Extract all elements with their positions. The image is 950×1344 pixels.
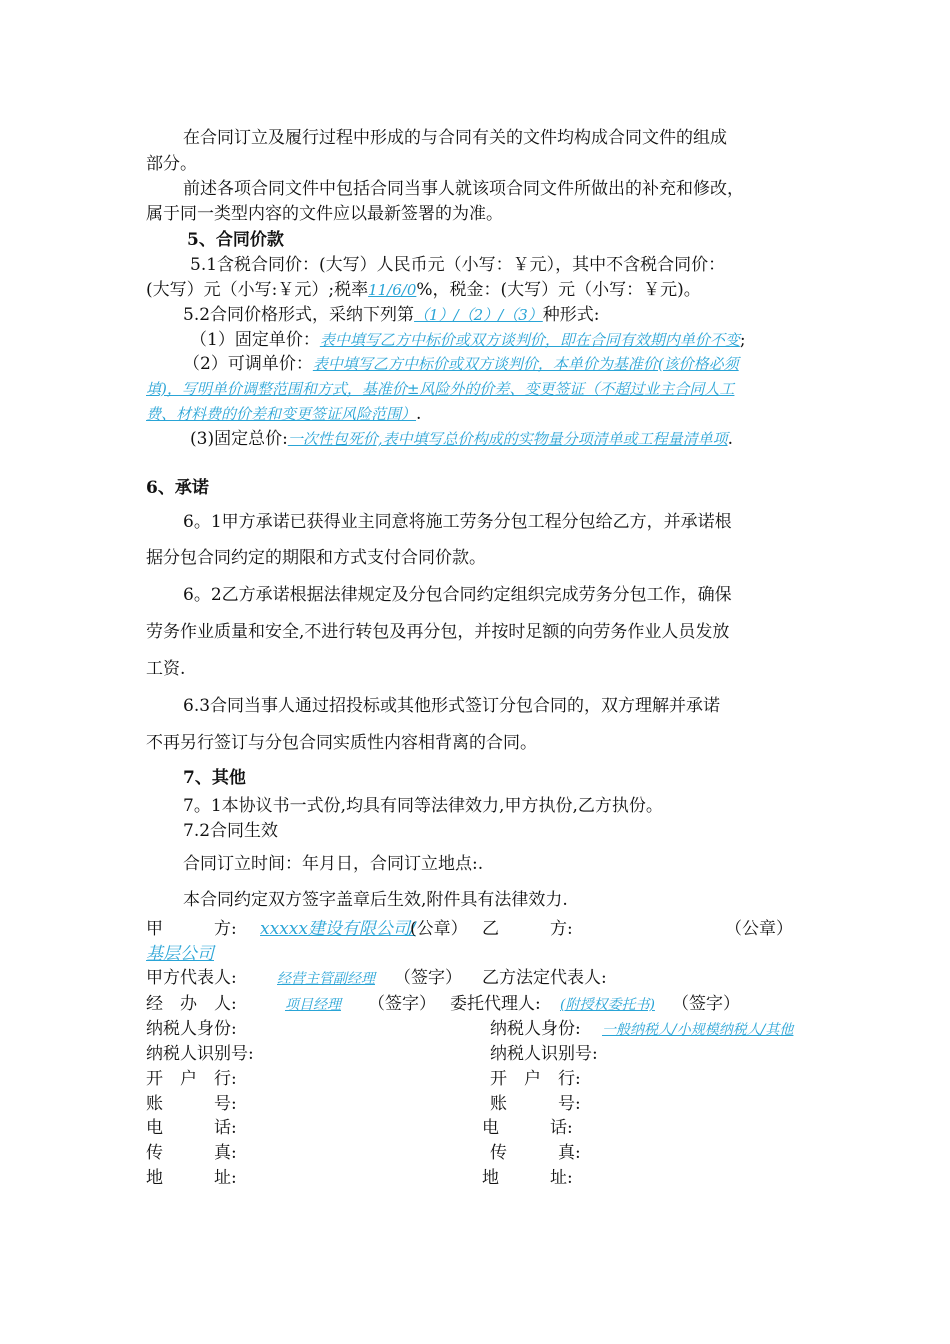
form2-text-1: 表中填写乙方中标价或双方谈判价，本单价为基准价(该价格必须: [312, 355, 739, 373]
agent-sign: （签字）: [672, 994, 740, 1014]
s7-line3: 合同订立时间：年月日，合同订立地点:.: [183, 854, 484, 874]
form3-line: [190, 428, 733, 450]
party-b-seal: （公章）: [725, 919, 793, 939]
s6-p1-line2: 据分包合同约定的期限和方式支付合同价款。: [146, 548, 486, 568]
price-forms-value: （1）/（2）/（3）: [414, 306, 543, 324]
intro-p2-line1: 前述各项合同文件中包括合同当事人就该项合同文件所做出的补充和修改，: [183, 179, 744, 199]
s6-p3-line2: 不再另行签订与分包合同实质性内容相背离的合同。: [146, 733, 537, 753]
s5-line3-b: 种形式:: [542, 305, 600, 325]
account-label-left: 账 号:: [146, 1094, 237, 1114]
party-a-rep-value: 经营主管副经理: [277, 971, 375, 987]
fax-label-left: 传 真:: [146, 1143, 237, 1163]
form2-line2: [146, 378, 734, 400]
handler-sign: （签字）: [368, 994, 436, 1014]
s5-line3-a: 5.2合同价格形式，采纳下列第: [183, 305, 415, 325]
account-label-right: 账 号:: [490, 1094, 581, 1114]
form2-label: （2）可调单价：: [183, 354, 313, 374]
party-a-rep-label: 甲方代表人:: [146, 968, 237, 988]
s5-line2-b: %，税金：(大写）元（小写：￥元)。: [416, 280, 701, 300]
form2-line1: [183, 353, 739, 375]
form2-line3: [146, 403, 421, 425]
section-5-heading: 5、合同价款: [187, 230, 284, 250]
party-b-rep-label: 乙方法定代表人:: [482, 968, 607, 988]
bank-label-left: 开 户 行:: [146, 1069, 237, 1089]
s5-line2-a: (大写）元（小写:￥元）;税率: [146, 280, 369, 300]
intro-p2-line2: 属于同一类型内容的文件应以最新签署的为准。: [146, 204, 503, 224]
s7-line4: 本合同约定双方签字盖章后生效,附件具有法律效力.: [183, 890, 568, 910]
s6-p1-line1: 6。1甲方承诺已获得业主同意将施工劳务分包工程分包给乙方，并承诺根: [183, 512, 732, 532]
section-7-heading: 7、其他: [183, 768, 246, 788]
handler-label: 经 办 人:: [146, 994, 237, 1014]
agent-label: 委托代理人:: [450, 994, 541, 1014]
phone-label-right: 电 话:: [482, 1118, 573, 1138]
tax-identity-label-left: 纳税人身份:: [146, 1019, 237, 1039]
handler-value: 项目经理: [285, 997, 341, 1013]
party-a-company: xxxxx建设有限公司/: [260, 919, 416, 939]
party-b-label: 乙 方:: [482, 919, 573, 939]
tax-identity-value-right: 一般纳税人/小规模纳税人/其他: [602, 1022, 794, 1038]
party-a-seal: (公章）: [410, 919, 468, 939]
agent-value: (附授权委托书): [560, 997, 655, 1013]
intro-p1-line1: 在合同订立及履行过程中形成的与合同有关的文件均构成合同文件的组成: [183, 128, 727, 148]
intro-p1-line2: 部分。: [146, 154, 197, 174]
party-a-company-2: 基层公司: [146, 944, 214, 964]
section-6-heading: 6、承诺: [146, 478, 209, 498]
tax-rate-value: 11/6/0: [368, 281, 417, 299]
s6-p2-line2: 劳务作业质量和安全,不进行转包及再分包，并按时足额的向劳务作业人员发放: [146, 622, 730, 642]
s6-p2-line1: 6。2乙方承诺根据法律规定及分包合同约定组织完成劳务分包工作，确保: [183, 585, 732, 605]
party-a-rep-sign: （签字）: [394, 968, 462, 988]
fax-label-right: 传 真:: [490, 1143, 581, 1163]
form1-end: ;: [739, 330, 746, 350]
tax-number-label-left: 纳税人识别号:: [146, 1044, 254, 1064]
form2-text-3: 费、材料费的价差和变更签证风险范围）: [146, 405, 417, 423]
s6-p2-line3: 工资.: [146, 659, 186, 679]
form3-end: .: [727, 429, 733, 449]
form1-line: [190, 329, 746, 351]
form1-text: 表中填写乙方中标价或双方谈判价，即在合同有效期内单价不变: [319, 331, 740, 349]
address-label-left: 地 址:: [146, 1168, 237, 1188]
form2-text-2: 填)，写明单价调整范围和方式，基准价±风险外的价差、变更签证（不超过业主合同人工: [146, 380, 735, 398]
s5-line1: 5.1含税合同价：(大写）人民币元（小写：￥元），其中不含税合同价：: [190, 255, 726, 275]
tax-number-label-right: 纳税人识别号:: [490, 1044, 598, 1064]
form3-text: 一次性包死价,表中填写总价构成的实物量分项清单或工程量清单项: [287, 430, 728, 448]
form2-end: .: [416, 404, 422, 424]
s7-line2: 7.2合同生效: [183, 821, 279, 841]
s5-line2: [146, 279, 701, 301]
s6-p3-line1: 6.3合同当事人通过招投标或其他形式签订分包合同的，双方理解并承诺: [183, 696, 721, 716]
tax-identity-label-right: 纳税人身份:: [490, 1019, 581, 1039]
s5-line3: [183, 304, 600, 326]
s7-line1: 7。1本协议书一式份,均具有同等法律效力,甲方执份,乙方执份。: [183, 796, 663, 816]
bank-label-right: 开 户 行:: [490, 1069, 581, 1089]
address-label-right: 地 址:: [482, 1168, 573, 1188]
form3-label: (3)固定总价:: [190, 429, 288, 449]
party-a-label: 甲 方:: [146, 919, 237, 939]
form1-label: （1）固定单价：: [190, 330, 320, 350]
phone-label-left: 电 话:: [146, 1118, 237, 1138]
